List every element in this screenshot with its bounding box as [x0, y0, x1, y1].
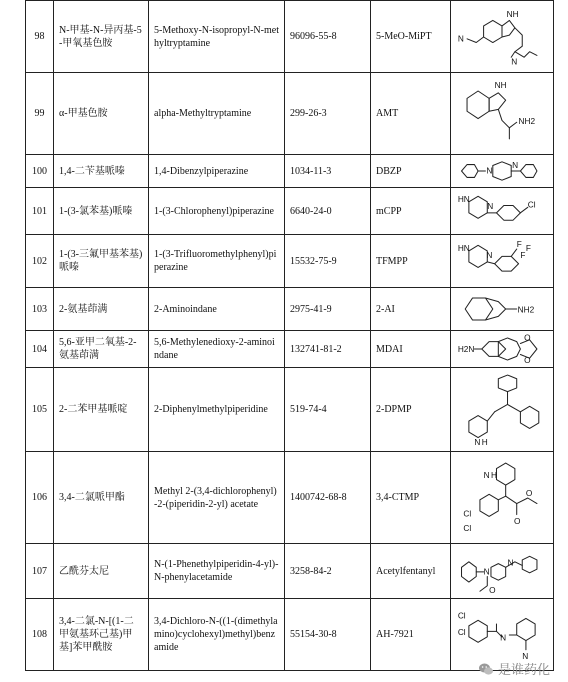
english-name: Methyl 2-(3,4-dichlorophenyl)-2-(piperidin-2-yl) acetate — [149, 452, 285, 544]
svg-text:N: N — [486, 166, 493, 176]
svg-text:N: N — [487, 202, 494, 212]
cas-number: 1400742-68-8 — [285, 452, 371, 544]
row-number: 102 — [26, 235, 54, 288]
svg-text:N: N — [483, 567, 490, 577]
structure-cell — [451, 1, 554, 73]
svg-text:H2N: H2N — [457, 344, 475, 354]
table-row — [26, 368, 554, 452]
english-name: 1-(3-Chlorophenyl)piperazine — [149, 188, 285, 235]
chinese-name: 2-二苯甲基哌啶 — [54, 368, 149, 452]
svg-text:Cl: Cl — [463, 523, 472, 533]
structure-cell — [451, 368, 554, 452]
row-number: 108 — [26, 599, 54, 671]
structure-cell — [451, 155, 554, 188]
tryptamine-structure-icon — [456, 76, 548, 152]
table-row — [26, 452, 554, 544]
structure-cell — [451, 544, 554, 599]
structure-cell — [451, 452, 554, 544]
table-row — [26, 288, 554, 331]
svg-text:N: N — [457, 34, 464, 44]
indane-structure-icon — [456, 333, 548, 365]
svg-text:N: N — [500, 633, 507, 643]
chinese-name: 乙酰芬太尼 — [54, 544, 149, 599]
chinese-name: 1,4-二苄基哌嗪 — [54, 155, 149, 188]
row-number: 107 — [26, 544, 54, 599]
structure-cell — [451, 288, 554, 331]
wechat-icon — [478, 661, 494, 677]
svg-text:F: F — [525, 243, 531, 253]
table-row — [26, 235, 554, 288]
piperazine-structure-icon — [456, 237, 548, 285]
row-number: 105 — [26, 368, 54, 452]
piperazine-structure-icon — [456, 190, 548, 232]
row-number: 101 — [26, 188, 54, 235]
svg-text:N: N — [486, 251, 493, 261]
svg-text:O: O — [524, 355, 531, 365]
cas-number: 519-74-4 — [285, 368, 371, 452]
svg-text:NH: NH — [494, 80, 507, 90]
controlled-substances-table — [25, 0, 554, 671]
abbreviation: AH-7921 — [371, 599, 451, 671]
svg-text:N: N — [511, 57, 518, 67]
cas-number: 15532-75-9 — [285, 235, 371, 288]
english-name: alpha-Methyltryptamine — [149, 73, 285, 155]
cas-number: 96096-55-8 — [285, 1, 371, 73]
piperazine-structure-icon — [456, 157, 548, 185]
watermark — [478, 659, 550, 678]
svg-text:O: O — [524, 333, 531, 343]
tryptamine-structure-icon — [456, 4, 548, 70]
indane-structure-icon — [456, 290, 548, 328]
svg-text:NH2: NH2 — [518, 116, 536, 126]
svg-text:HN: HN — [457, 194, 470, 204]
svg-text:H: H — [481, 437, 488, 447]
svg-text:F: F — [516, 240, 522, 250]
table-row — [26, 155, 554, 188]
structure-cell — [451, 188, 554, 235]
english-name: 5-Methoxy-N-isopropyl-N-methyltryptamine — [149, 1, 285, 73]
svg-text:O: O — [525, 488, 533, 498]
cas-number: 132741-81-2 — [285, 331, 371, 368]
structure-cell — [451, 73, 554, 155]
chinese-name: 1-(3-氯苯基)哌嗪 — [54, 188, 149, 235]
chinese-name: 3,4-二氯-N-[(1-二甲氨基环己基)甲基]苯甲酰胺 — [54, 599, 149, 671]
watermark-text: 是谁药化 — [497, 663, 550, 678]
chinese-name: 2-氨基茚满 — [54, 288, 149, 331]
chinese-name: 3,4-二氯哌甲酯 — [54, 452, 149, 544]
table-row — [26, 73, 554, 155]
abbreviation: 2-AI — [371, 288, 451, 331]
svg-text:NH: NH — [506, 9, 519, 19]
chinese-name: N-甲基-N-异丙基-5-甲氧基色胺 — [54, 1, 149, 73]
abbreviation: TFMPP — [371, 235, 451, 288]
abbreviation: 5-MeO-MiPT — [371, 1, 451, 73]
table-row — [26, 1, 554, 73]
svg-text:Cl: Cl — [457, 627, 466, 637]
table-row — [26, 599, 554, 671]
row-number: 106 — [26, 452, 54, 544]
piperidine-structure-icon — [456, 455, 548, 541]
abbreviation: 2-DPMP — [371, 368, 451, 452]
chinese-name: 1-(3-三氟甲基苯基)哌嗪 — [54, 235, 149, 288]
english-name: 3,4-Dichloro-N-((1-(dimethylamino)cyclohexyl)methyl)benzamide — [149, 599, 285, 671]
english-name: 2-Diphenylmethylpiperidine — [149, 368, 285, 452]
row-number: 104 — [26, 331, 54, 368]
english-name: N-(1-Phenethylpiperidin-4-yl)-N-phenylacetamide — [149, 544, 285, 599]
cas-number: 6640-24-0 — [285, 188, 371, 235]
svg-text:Cl: Cl — [457, 610, 466, 620]
cas-number: 299-26-3 — [285, 73, 371, 155]
svg-text:N: N — [512, 161, 519, 171]
english-name: 1-(3-Trifluoromethylphenyl)piperazine — [149, 235, 285, 288]
fentanyl-structure-icon — [456, 546, 548, 596]
svg-text:N: N — [483, 470, 490, 480]
cas-number: 55154-30-8 — [285, 599, 371, 671]
cas-number: 3258-84-2 — [285, 544, 371, 599]
abbreviation: 3,4-CTMP — [371, 452, 451, 544]
english-name: 1,4-Dibenzylpiperazine — [149, 155, 285, 188]
row-number: 100 — [26, 155, 54, 188]
svg-text:Cl: Cl — [527, 200, 536, 210]
svg-text:H: H — [490, 470, 497, 480]
structure-cell — [451, 235, 554, 288]
svg-text:N: N — [474, 437, 481, 447]
row-number: 99 — [26, 73, 54, 155]
english-name: 2-Aminoindane — [149, 288, 285, 331]
svg-text:N: N — [507, 558, 514, 568]
svg-text:O: O — [489, 586, 496, 596]
table-row — [26, 188, 554, 235]
abbreviation: AMT — [371, 73, 451, 155]
abbreviation: mCPP — [371, 188, 451, 235]
benzamide-structure-icon — [456, 602, 548, 668]
svg-text:HN: HN — [457, 243, 470, 253]
piperidine-structure-icon — [456, 371, 548, 449]
svg-text:F: F — [520, 251, 526, 261]
abbreviation: DBZP — [371, 155, 451, 188]
english-name: 5,6-Methylenedioxy-2-aminoindane — [149, 331, 285, 368]
chinese-name: α-甲基色胺 — [54, 73, 149, 155]
row-number: 103 — [26, 288, 54, 331]
abbreviation: Acetylfentanyl — [371, 544, 451, 599]
svg-text:O: O — [513, 516, 521, 526]
structure-cell — [451, 331, 554, 368]
table-row — [26, 544, 554, 599]
svg-text:NH2: NH2 — [517, 305, 535, 315]
svg-text:Cl: Cl — [463, 508, 472, 518]
svg-text:N: N — [522, 651, 529, 661]
table-row — [26, 331, 554, 368]
cas-number: 1034-11-3 — [285, 155, 371, 188]
abbreviation: MDAI — [371, 331, 451, 368]
cas-number: 2975-41-9 — [285, 288, 371, 331]
row-number: 98 — [26, 1, 54, 73]
chinese-name: 5,6-亚甲二氧基-2-氨基茚满 — [54, 331, 149, 368]
